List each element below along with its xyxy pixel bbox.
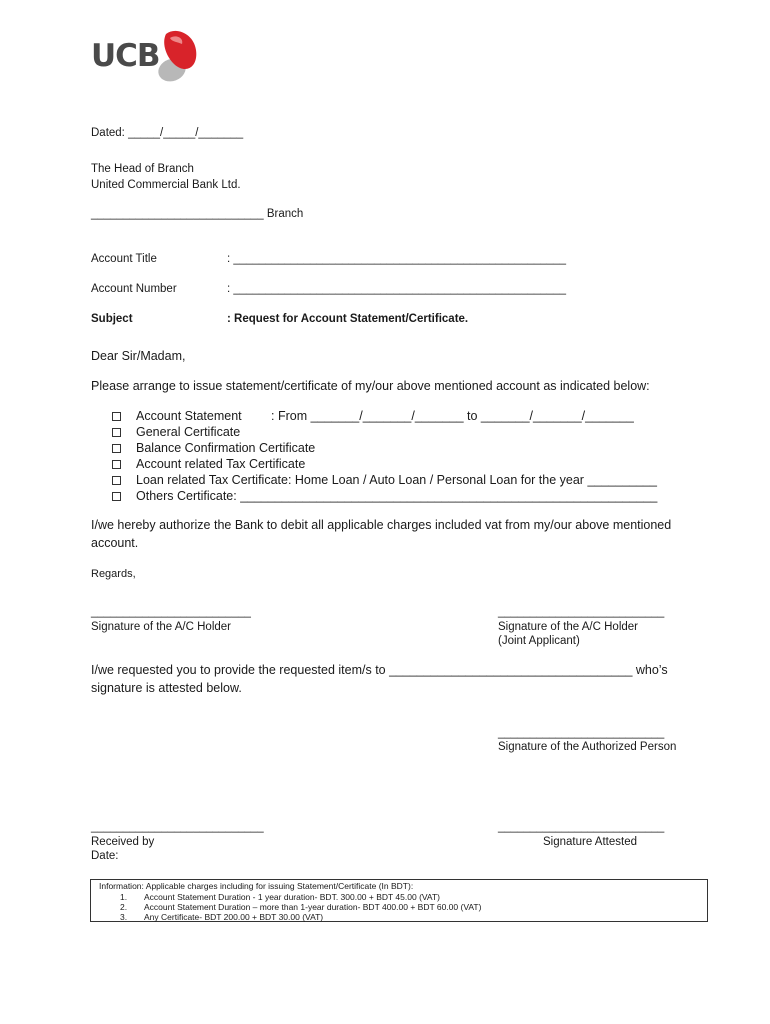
- recipient-title: The Head of Branch: [91, 163, 194, 175]
- option-account-statement: Account Statement: [136, 409, 242, 423]
- received-line: ___________________________: [91, 821, 264, 833]
- recipient-bank: United Commercial Bank Ltd.: [91, 179, 241, 191]
- info-item-3: Any Certificate- BDT 200.00 + BDT 30.00 (VAT): [144, 912, 324, 922]
- joint-signature-label: Signature of the A/C Holder: [498, 621, 638, 633]
- intro-text: Please arrange to issue statement/certificate of my/our above mentioned account as indicated below:: [91, 379, 650, 393]
- charges-info-box: [90, 879, 708, 922]
- joint-applicant-label: (Joint Applicant): [498, 635, 580, 647]
- request-text-2: signature is attested below.: [91, 681, 242, 695]
- option-loan-tax-certificate: Loan related Tax Certificate: Home Loan / Auto Loan / Personal Loan for the year __________: [136, 473, 657, 487]
- attested-signature-label: Signature Attested: [543, 836, 637, 848]
- authorized-signature-label: Signature of the Authorized Person: [498, 741, 677, 753]
- subject-label: Subject: [91, 313, 133, 325]
- checkbox-others-certificate[interactable]: [112, 492, 121, 501]
- option-tax-certificate: Account related Tax Certificate: [136, 457, 306, 471]
- checkbox-general-certificate[interactable]: [112, 428, 121, 437]
- dated-line: Dated: _____/_____/_______: [91, 127, 244, 139]
- account-number-field: : ____________________________________________________: [227, 283, 566, 295]
- authorize-text-1: I/we hereby authorize the Bank to debit all applicable charges included vat from my/our above mentioned: [91, 518, 672, 532]
- info-item-1: Account Statement Duration - 1 year duration- BDT. 300.00 + BDT 45.00 (VAT): [144, 892, 440, 902]
- account-number-label: Account Number: [91, 283, 177, 295]
- holder-signature-label: Signature of the A/C Holder: [91, 621, 231, 633]
- info-num-1: 1.: [120, 892, 128, 902]
- holder-signature-line: _________________________: [91, 606, 251, 618]
- ucb-logo-icon: [152, 28, 200, 86]
- option-others-certificate: Others Certificate: ____________________________________________________________: [136, 489, 658, 503]
- regards: Regards,: [91, 568, 136, 580]
- option-balance-confirmation: Balance Confirmation Certificate: [136, 441, 316, 455]
- account-title-label: Account Title: [91, 253, 157, 265]
- attested-signature-line: __________________________: [498, 821, 665, 833]
- received-by-label: Received by: [91, 836, 155, 848]
- date-label: Date:: [91, 850, 119, 862]
- checkbox-loan-tax-certificate[interactable]: [112, 476, 121, 485]
- info-num-3: 3.: [120, 912, 128, 922]
- ucb-logo-text: UCB: [91, 38, 160, 74]
- authorize-text-2: account.: [91, 536, 139, 550]
- checkbox-tax-certificate[interactable]: [112, 460, 121, 469]
- branch-line: ___________________________ Branch: [91, 208, 304, 220]
- salutation: Dear Sir/Madam,: [91, 349, 186, 363]
- info-item-2: Account Statement Duration – more than 1-year duration- BDT 400.00 + BDT 60.00 (VAT): [144, 902, 482, 912]
- info-num-2: 2.: [120, 902, 128, 912]
- checkbox-account-statement[interactable]: [112, 412, 121, 421]
- joint-signature-line: __________________________: [498, 606, 665, 618]
- statement-period: : From _______/_______/_______ to _______/_______/_______: [271, 409, 634, 423]
- checkbox-balance-confirmation[interactable]: [112, 444, 121, 453]
- authorized-signature-line: __________________________: [498, 727, 665, 739]
- subject-value: : Request for Account Statement/Certificate.: [227, 313, 469, 325]
- info-title: Information: Applicable charges including for issuing Statement/Certificate (In BDT):: [99, 881, 414, 891]
- option-general-certificate: General Certificate: [136, 425, 241, 439]
- account-title-field: : ____________________________________________________: [227, 253, 566, 265]
- request-text-1: I/we requested you to provide the requested item/s to ___________________________________ who’s: [91, 663, 668, 677]
